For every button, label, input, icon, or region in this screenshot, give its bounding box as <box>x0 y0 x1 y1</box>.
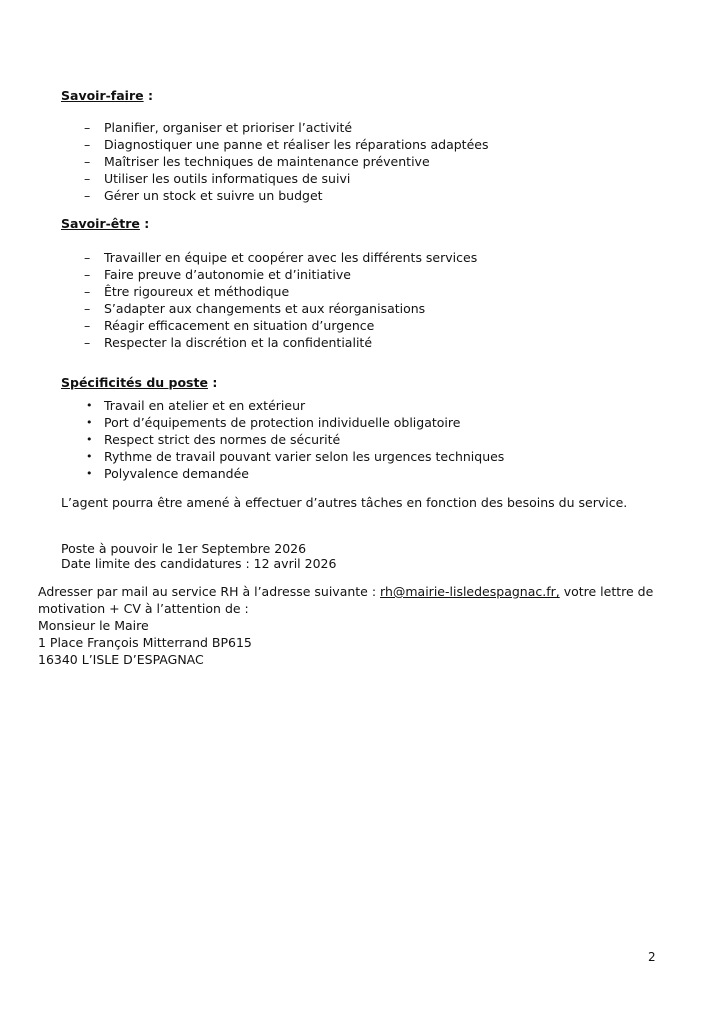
list-item-text: Polyvalence demandée <box>104 466 249 481</box>
list-item-text: Réagir efficacement en situation d’urgence <box>104 318 375 333</box>
list-item-text: Planifier, organiser et prioriser l’activité <box>104 120 353 135</box>
list-item-text: Respect strict des normes de sécurité <box>104 432 341 447</box>
list-item-text: Utiliser les outils informatiques de suivi <box>104 171 351 186</box>
note-paragraph: L’agent pourra être amené à effectuer d’autres tâches en fonction des besoins du service. <box>61 495 628 510</box>
list-item-text: Travailler en équipe et coopérer avec les différents services <box>104 250 478 265</box>
dash-icon: – <box>84 267 91 282</box>
contact-line-1-suffix: votre lettre de <box>559 584 654 599</box>
dash-icon: – <box>84 301 91 316</box>
address-line-2: 16340 L’ISLE D’ESPAGNAC <box>38 652 204 667</box>
savoir-faire-heading <box>61 88 153 103</box>
address-line-1: 1 Place François Mitterrand BP615 <box>38 635 252 650</box>
heading-colon: : <box>139 216 150 231</box>
specificites-heading-text: Spécificités du poste <box>61 375 208 390</box>
dash-icon: – <box>84 188 91 203</box>
email-link[interactable]: rh@mairie-lisledespagnac.fr, <box>380 584 560 599</box>
contact-line-1-prefix: Adresser par mail au service RH à l’adresse suivante : <box>38 584 381 599</box>
dash-icon: – <box>84 120 91 135</box>
bullet-icon: • <box>86 467 93 480</box>
start-date: Poste à pouvoir le 1er Septembre 2026 <box>61 541 307 556</box>
application-deadline: Date limite des candidatures : 12 avril 2026 <box>61 556 337 571</box>
bullet-icon: • <box>86 433 93 446</box>
list-item-text: Port d’équipements de protection individuelle obligatoire <box>104 415 461 430</box>
list-item-text: Être rigoureux et méthodique <box>104 284 290 299</box>
list-item-text: Travail en atelier et en extérieur <box>104 398 306 413</box>
bullet-icon: • <box>86 450 93 463</box>
dash-icon: – <box>84 335 91 350</box>
recipient: Monsieur le Maire <box>38 618 149 633</box>
list-item-text: Rythme de travail pouvant varier selon les urgences techniques <box>104 449 505 464</box>
dash-icon: – <box>84 137 91 152</box>
dash-icon: – <box>84 284 91 299</box>
page-number: 2 <box>648 950 656 964</box>
list-item-text: S’adapter aux changements et aux réorganisations <box>104 301 426 316</box>
list-item-text: Respecter la discrétion et la confidentialité <box>104 335 373 350</box>
contact-line-1 <box>38 584 653 600</box>
savoir-etre-heading-text: Savoir-être <box>61 216 140 231</box>
list-item-text: Diagnostiquer une panne et réaliser les réparations adaptées <box>104 137 489 152</box>
list-item-text: Faire preuve d’autonomie et d’initiative <box>104 267 351 282</box>
savoir-faire-heading-text: Savoir-faire <box>61 88 144 103</box>
dash-icon: – <box>84 318 91 333</box>
contact-line-2: motivation + CV à l’attention de : <box>38 601 249 616</box>
list-item-text: Maîtriser les techniques de maintenance préventive <box>104 154 430 169</box>
dash-icon: – <box>84 171 91 186</box>
savoir-etre-heading <box>61 216 149 231</box>
list-item-text: Gérer un stock et suivre un budget <box>104 188 323 203</box>
dash-icon: – <box>84 250 91 265</box>
bullet-icon: • <box>86 399 93 412</box>
heading-colon: : <box>143 88 153 103</box>
dash-icon: – <box>84 154 91 169</box>
bullet-icon: • <box>86 416 93 429</box>
specificites-heading <box>61 375 217 390</box>
heading-colon: : <box>207 375 218 390</box>
